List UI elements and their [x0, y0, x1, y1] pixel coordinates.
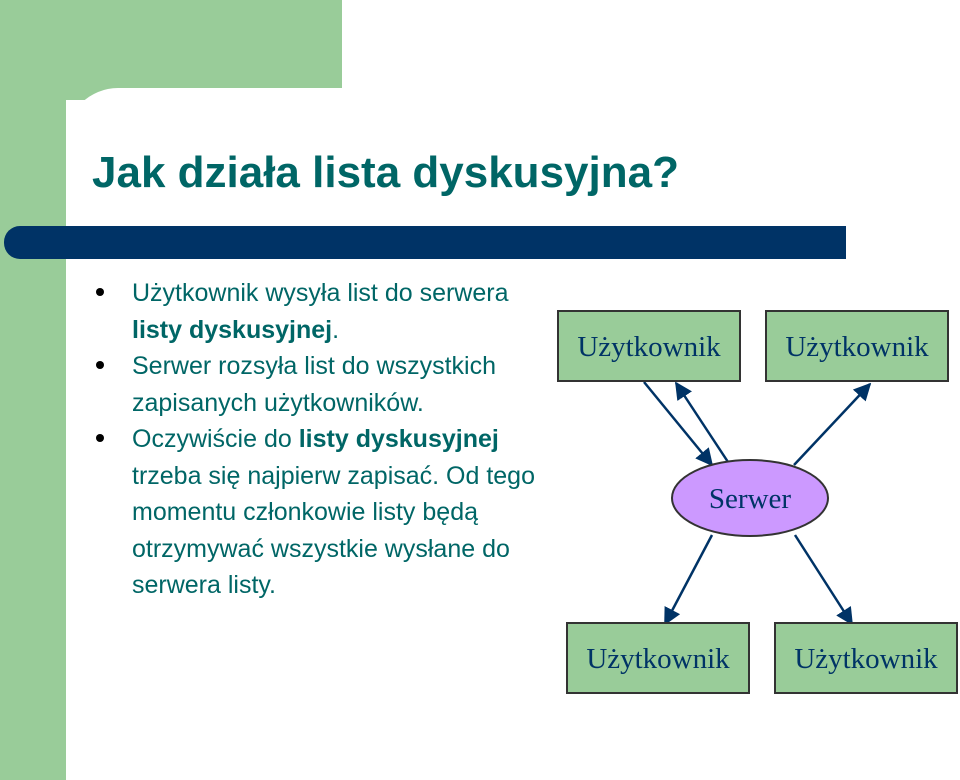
user-label: Użytkownik — [785, 331, 929, 363]
bullet-text-bold: listy dyskusyjnej — [298, 425, 499, 453]
bullet-list — [96, 275, 536, 604]
user-label: Użytkownik — [586, 643, 730, 675]
arrow-server-to-user3 — [665, 535, 712, 624]
user-node-top-right — [766, 311, 948, 381]
decorative-green-band-left — [0, 0, 66, 780]
arrow-server-to-user4 — [795, 535, 852, 624]
bullet-text: trzeba się najpierw zapisać. Od tego momentu członkowie listy będą otrzymywać wszystkie wysłane do serwera listy. — [132, 461, 535, 599]
arrow-server-to-user1 — [676, 383, 728, 462]
user-label: Użytkownik — [794, 643, 938, 675]
bullet-dot-icon — [96, 288, 104, 296]
bullet-text: Użytkownik wysyła list do serwera — [132, 279, 509, 307]
title-underline-bar — [4, 226, 846, 259]
bullet-text: Oczywiście do — [132, 425, 299, 453]
slide-title: Jak działa lista dyskusyjna? — [92, 148, 679, 197]
bullet-dot-icon — [96, 434, 104, 442]
server-node — [672, 460, 828, 536]
server-label: Serwer — [708, 483, 792, 515]
mailing-list-diagram — [548, 305, 960, 700]
bullet-text: . — [332, 315, 340, 344]
decorative-green-band-top — [0, 0, 342, 100]
user-node-bottom-right — [775, 623, 957, 693]
bullet-item — [96, 421, 536, 604]
bullet-item — [96, 348, 536, 421]
user-node-bottom-left — [567, 623, 749, 693]
bullet-item — [96, 275, 536, 348]
arrow-server-to-user2 — [794, 384, 870, 465]
bullet-dot-icon — [96, 361, 104, 369]
bullet-text: Serwer rozsyła list do wszystkich zapisanych użytkowników. — [132, 352, 496, 417]
bullet-text-bold: listy dyskusyjnej — [132, 315, 333, 344]
user-label: Użytkownik — [577, 331, 721, 363]
user-node-top-left — [558, 311, 740, 381]
